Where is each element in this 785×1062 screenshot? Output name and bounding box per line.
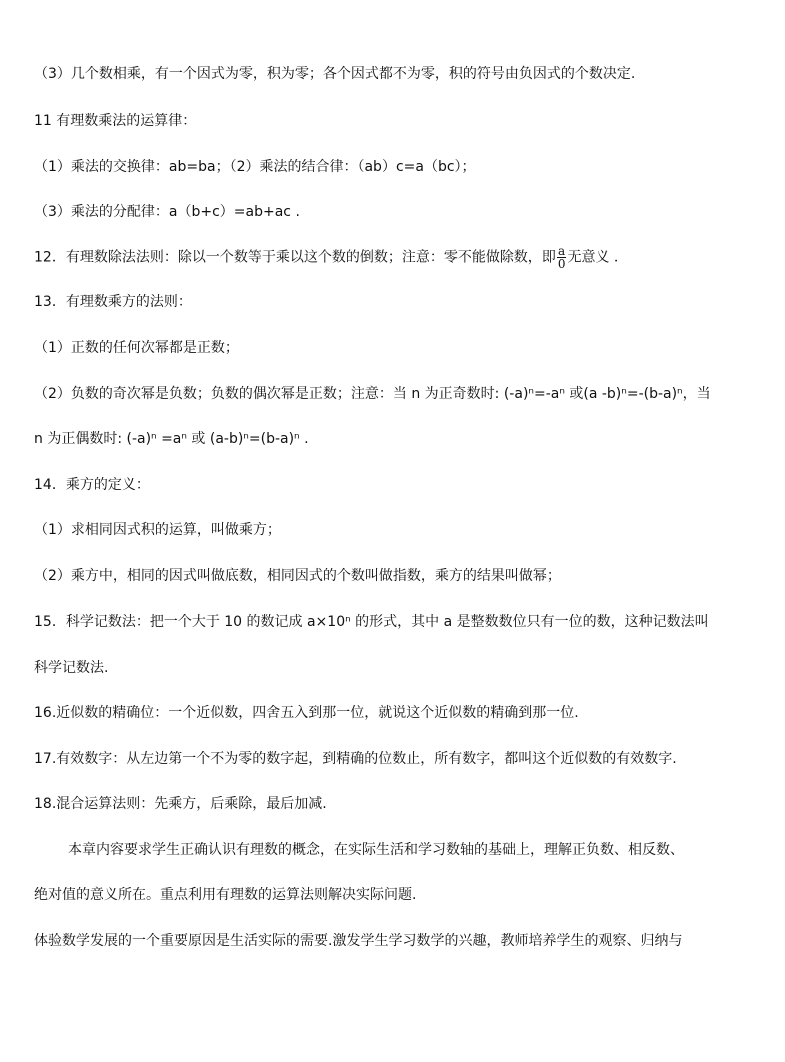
- teaching-goals-paragraph: 体验数学发展的一个重要原因是生活实际的需要.激发学生学习数学的兴趣，教师培养学生的观察、归纳与: [34, 933, 683, 949]
- heading-16-approximation: 16.近似数的精确位：一个近似数，四舍五入到那一位，就说这个近似数的精确到那一位.: [34, 705, 579, 721]
- rule-3-multiplication-sign: （3）几个数相乘，有一个因式为零，积为零；各个因式都不为零，积的符号由负因式的个数决定.: [34, 66, 636, 82]
- fraction-numerator: a: [558, 244, 566, 258]
- heading-12-division-rule: [34, 245, 764, 270]
- commutative-associative-laws: （1）乘法的交换律：ab=ba；（2）乘法的结合律：（ab）c=a（bc）；: [34, 159, 476, 175]
- heading-18-mixed-operations: 18.混合运算法则：先乘方，后乘除，最后加减.: [34, 796, 327, 812]
- division-rule-text: 12．有理数除法法则：除以一个数等于乘以这个数的倒数；注意：零不能做除数，: [34, 249, 542, 266]
- heading-17-significant-digits: 17.有效数字：从左边第一个不为零的数字起，到精确的位数止，所有数字，都叫这个近似数的有效数字.: [34, 751, 677, 767]
- scientific-notation-end: 科学记数法.: [34, 660, 109, 676]
- heading-15-scientific-notation: 15．科学记数法：把一个大于 10 的数记成 a×10ⁿ 的形式，其中 a 是整数数位只有一位的数，这种记数法叫: [34, 614, 709, 630]
- chapter-summary-paragraph: 本章内容要求学生正确认识有理数的概念，在实际生活和学习数轴的基础上，理解正负数、相反数、: [68, 842, 684, 858]
- power-definition-2: （2）乘方中，相同的因式叫做底数，相同因式的个数叫做指数，乘方的结果叫做幂；: [34, 568, 561, 584]
- heading-13-power-rule: 13．有理数乘方的法则：: [34, 294, 192, 310]
- heading-11-multiplication-laws: 11 有理数乘法的运算律：: [34, 113, 197, 129]
- chapter-summary-continued: 绝对值的意义所在。重点利用有理数的运算法则解决实际问题.: [34, 887, 417, 903]
- distributive-law: （3）乘法的分配律：a（b+c）=ab+ac .: [34, 204, 300, 220]
- power-definition-1: （1）求相同因式积的运算，叫做乘方；: [34, 522, 281, 538]
- rule-even-power: n 为正偶数时: (-a)ⁿ =aⁿ 或 (a-b)ⁿ=(b-a)ⁿ .: [34, 431, 309, 447]
- rule-positive-power: （1）正数的任何次幂都是正数；: [34, 340, 239, 356]
- heading-14-power-definition: 14．乘方的定义：: [34, 477, 150, 493]
- fraction-denominator: 0: [557, 257, 566, 271]
- fraction-a-over-0: [557, 245, 567, 270]
- division-rule-meaningless: 无意义 .: [567, 249, 619, 266]
- rule-negative-power: （2）负数的奇次幂是负数；负数的偶次幂是正数；注意：当 n 为正奇数时: (-a)ⁿ=-aⁿ 或(a -b)ⁿ=-(b-a)ⁿ，当: [34, 386, 711, 402]
- division-rule-ie: 即: [541, 249, 556, 266]
